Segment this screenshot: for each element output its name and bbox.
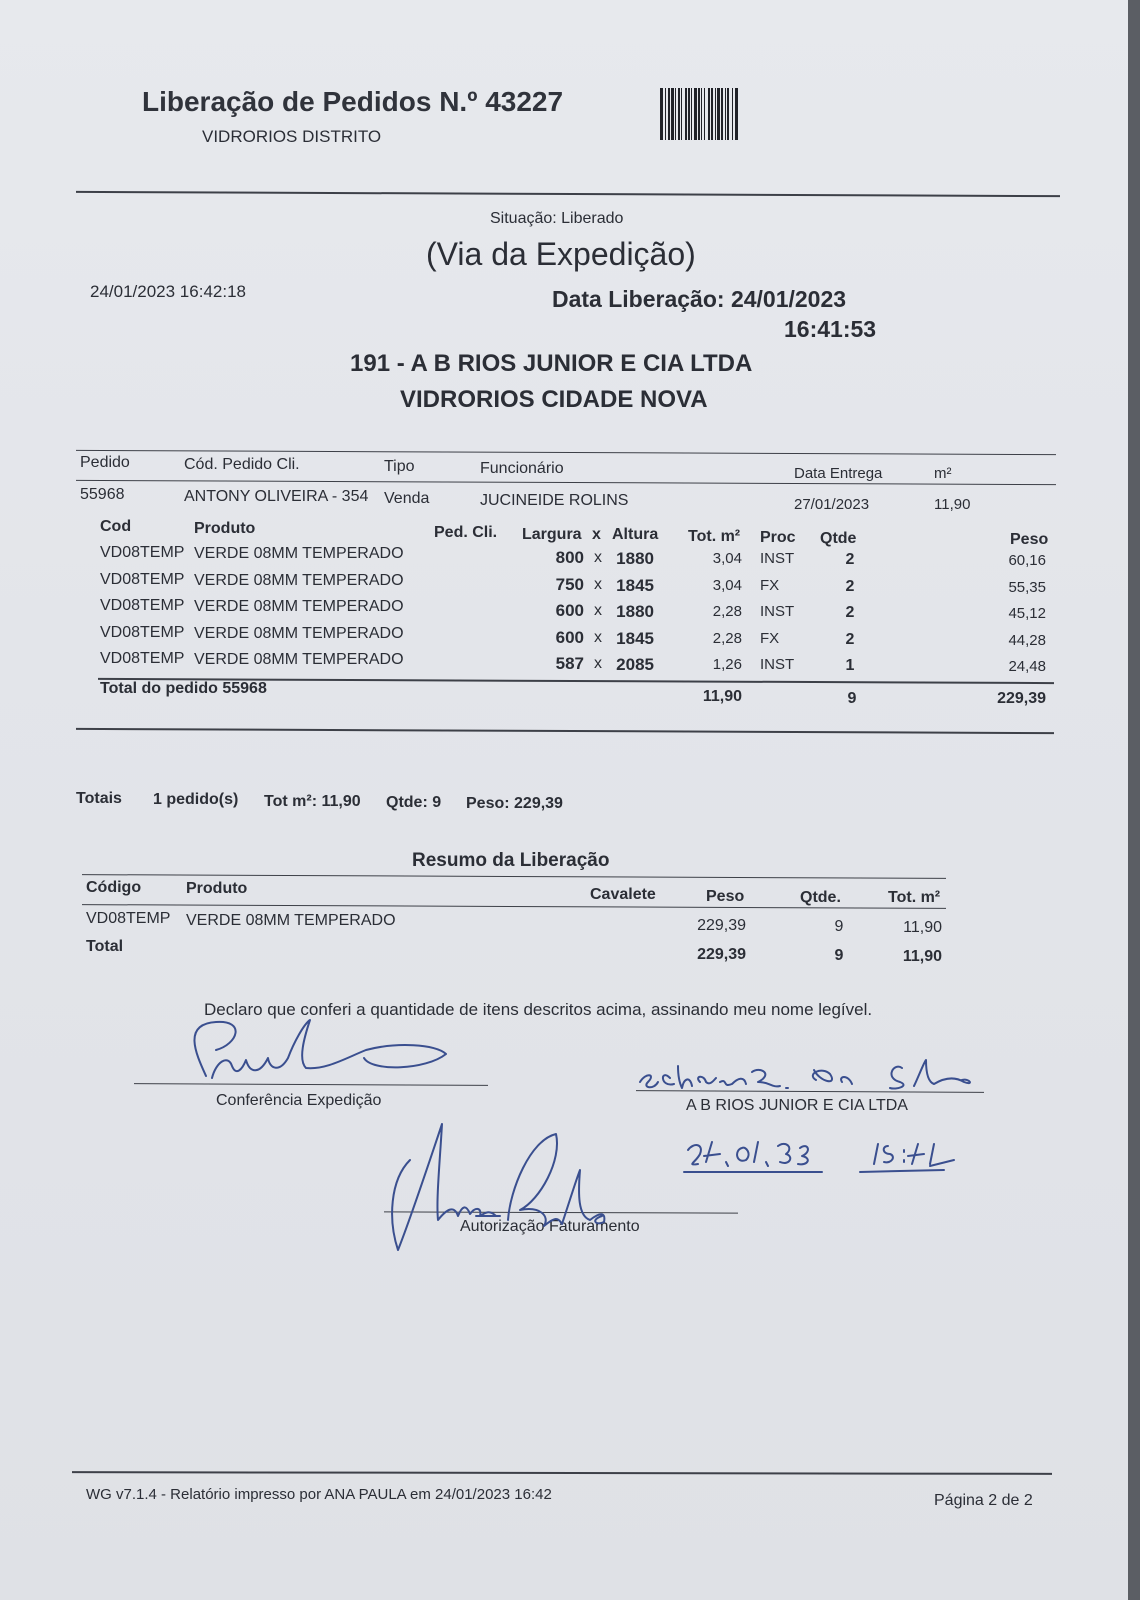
- release-date: Data Liberação: 24/01/2023: [552, 286, 847, 312]
- signature-client: [634, 1052, 994, 1096]
- item-x: x: [594, 655, 602, 672]
- conferencia-label: Conferência Expedição: [216, 1092, 382, 1109]
- totals-peso: Peso: 229,39: [466, 795, 563, 812]
- order-pedido: 55968: [80, 486, 125, 503]
- order-total-label: Total do pedido 55968: [100, 680, 267, 697]
- item-tot-m2: 3,04: [712, 576, 742, 594]
- order-total-peso: 229,39: [997, 690, 1046, 707]
- col-data-entrega: Data Entrega: [794, 465, 883, 482]
- order-funcionario: JUCINEIDE ROLINS: [480, 492, 629, 509]
- client-signature-label: A B RIOS JUNIOR E CIA LTDA: [686, 1097, 908, 1114]
- order-total-m2: 11,90: [702, 688, 742, 705]
- col-produto: Produto: [194, 520, 256, 537]
- divider: [76, 450, 1056, 455]
- summary-row-tot-m2: 11,90: [903, 919, 942, 936]
- item-peso: 45,12: [1008, 605, 1046, 622]
- item-proc: INST: [760, 656, 795, 673]
- item-peso: 55,35: [1008, 578, 1046, 596]
- col-m2: m²: [934, 465, 952, 482]
- item-tot-m2: 3,04: [712, 550, 742, 567]
- item-cod: VD08TEMP: [100, 650, 185, 667]
- divider: [76, 191, 1060, 197]
- item-peso: 60,16: [1008, 552, 1046, 569]
- divider: [76, 480, 1056, 485]
- item-x: x: [594, 575, 602, 593]
- summary-total-label: Total: [86, 938, 124, 955]
- client-branch: VIDRORIOS CIDADE NOVA: [400, 386, 708, 413]
- item-tot-m2: 2,28: [712, 603, 742, 620]
- footer-printed-by: WG v7.1.4 - Relatório impresso por ANA PAULA em 24/01/2023 16:42: [86, 1486, 552, 1503]
- summary-title: Resumo da Liberação: [412, 850, 610, 871]
- totals-pedidos: 1 pedido(s): [153, 791, 239, 808]
- summary-row-codigo: VD08TEMP: [86, 910, 171, 927]
- item-qtde: 2: [845, 604, 855, 621]
- item-peso: 24,48: [1008, 658, 1046, 675]
- signature-autorizacao: [380, 1120, 620, 1260]
- footer-divider: [72, 1471, 1052, 1475]
- col-qtde: Qtde: [820, 530, 857, 547]
- divider: [82, 874, 946, 879]
- col-largura: Largura: [522, 526, 582, 543]
- item-proc: INST: [760, 603, 795, 620]
- via-label: (Via da Expedição): [426, 236, 696, 272]
- item-qtde: 2: [845, 551, 855, 568]
- summary-col-qtde: Qtde.: [800, 889, 841, 906]
- order-total-qtde: 9: [847, 690, 857, 707]
- signature-conferencia: [176, 1014, 476, 1094]
- item-tot-m2: 2,28: [712, 629, 742, 647]
- item-largura: 750: [555, 574, 584, 594]
- col-funcionario: Funcionário: [480, 460, 564, 477]
- barcode: [660, 88, 834, 140]
- item-cod: VD08TEMP: [100, 544, 185, 561]
- col-ped-cli: Ped. Cli.: [434, 524, 498, 541]
- summary-total-peso: 229,39: [697, 946, 746, 963]
- client-handwritten-date: [682, 1134, 982, 1178]
- autorizacao-label: Autorização Faturamento: [460, 1218, 640, 1235]
- item-altura: 1880: [616, 549, 654, 568]
- summary-row-peso: 229,39: [697, 917, 746, 934]
- item-x: x: [594, 549, 602, 566]
- item-proc: FX: [760, 629, 780, 647]
- order-m2: 11,90: [934, 496, 971, 513]
- summary-col-tot-m2: Tot. m²: [888, 889, 941, 906]
- item-altura: 1845: [616, 628, 654, 648]
- item-x: x: [594, 602, 602, 619]
- col-pedido: Pedido: [80, 454, 130, 471]
- item-cod: VD08TEMP: [100, 597, 185, 614]
- order-data-entrega: 27/01/2023: [794, 496, 870, 513]
- document-title: Liberação de Pedidos N.º 43227: [142, 86, 564, 117]
- summary-col-produto: Produto: [186, 880, 248, 897]
- totals-tot-m2: Tot m²: 11,90: [264, 793, 361, 810]
- item-tot-m2: 1,26: [712, 656, 742, 673]
- release-time: 16:41:53: [784, 316, 877, 342]
- item-cod: VD08TEMP: [100, 623, 185, 641]
- col-peso: Peso: [1010, 531, 1049, 548]
- summary-col-peso: Peso: [706, 888, 745, 905]
- item-largura: 600: [555, 627, 584, 647]
- item-qtde: 2: [845, 577, 855, 595]
- item-produto: VERDE 08MM TEMPERADO: [194, 545, 404, 562]
- item-largura: 800: [555, 548, 584, 567]
- summary-total-qtde: 9: [834, 947, 844, 964]
- col-proc: Proc: [760, 529, 796, 546]
- col-altura: Altura: [612, 526, 659, 543]
- item-proc: FX: [760, 576, 780, 594]
- col-tot-m2: Tot. m²: [688, 528, 741, 545]
- item-qtde: 2: [845, 630, 855, 648]
- item-produto: VERDE 08MM TEMPERADO: [194, 571, 404, 589]
- col-cod-pedido-cli: Cód. Pedido Cli.: [184, 456, 300, 473]
- item-altura: 1880: [616, 602, 654, 621]
- totals-label: Totais: [76, 790, 122, 807]
- summary-col-codigo: Código: [86, 879, 142, 896]
- item-qtde: 1: [845, 657, 855, 674]
- item-cod: VD08TEMP: [100, 570, 185, 588]
- item-peso: 44,28: [1008, 631, 1046, 649]
- divider: [76, 728, 1054, 734]
- print-datetime: 24/01/2023 16:42:18: [90, 282, 246, 301]
- order-cod-pedido-cli: ANTONY OLIVEIRA - 354: [184, 488, 369, 505]
- item-largura: 600: [555, 601, 584, 620]
- totals-qtde: Qtde: 9: [386, 794, 442, 811]
- company-name: VIDRORIOS DISTRITO: [202, 127, 382, 146]
- item-proc: INST: [760, 550, 795, 567]
- order-tipo: Venda: [384, 490, 430, 507]
- item-produto: VERDE 08MM TEMPERADO: [194, 598, 404, 615]
- situation-label: Situação: Liberado: [490, 210, 624, 227]
- summary-row-produto: VERDE 08MM TEMPERADO: [186, 912, 396, 929]
- footer-page-number: Página 2 de 2: [934, 1492, 1033, 1509]
- item-produto: VERDE 08MM TEMPERADO: [194, 624, 404, 642]
- col-tipo: Tipo: [384, 458, 415, 475]
- summary-total-tot-m2: 11,90: [902, 948, 942, 965]
- item-produto: VERDE 08MM TEMPERADO: [194, 651, 404, 668]
- col-cod: Cod: [100, 518, 132, 535]
- col-x: x: [592, 526, 601, 543]
- client-name: 191 - A B RIOS JUNIOR E CIA LTDA: [350, 350, 753, 377]
- item-largura: 587: [555, 654, 584, 673]
- declaration-text: Declaro que conferi a quantidade de itens descritos acima, assinando meu nome legível.: [204, 1000, 873, 1019]
- summary-col-cavalete: Cavalete: [590, 886, 656, 903]
- item-altura: 1845: [616, 575, 654, 595]
- item-x: x: [594, 628, 602, 646]
- summary-row-qtde: 9: [834, 918, 844, 935]
- item-altura: 2085: [616, 655, 654, 674]
